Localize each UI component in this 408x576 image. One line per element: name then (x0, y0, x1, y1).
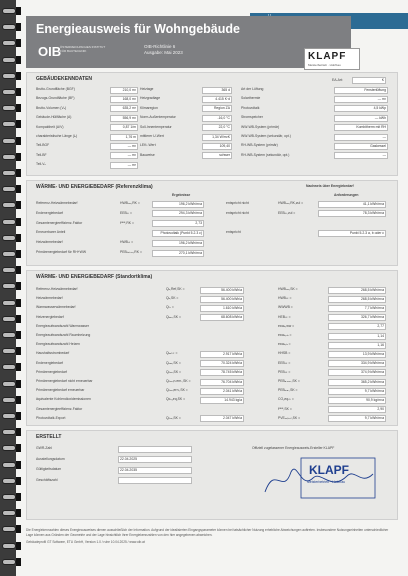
header-bar (26, 16, 351, 68)
kenndaten-col3-value: Fensterlüftung (334, 87, 388, 94)
standort-label: Heizwärmebedarf (36, 296, 63, 301)
erstellt-value: 22.04.2025 (118, 456, 192, 463)
kenndaten-col1-label: Brutto-Volumen (Vₑ) (36, 105, 67, 110)
standort-value: 78.745 kWh/a (200, 369, 244, 376)
binding-hole (16, 299, 21, 307)
binding-hole (16, 282, 21, 290)
stamp-company: KLAPF (309, 463, 349, 477)
standort-symbol-2: WWWB = (278, 305, 293, 310)
standort-symbol: Qₚₑₑ,n.ern.,SK = (166, 379, 191, 383)
kenndaten-col3-value: — m² (334, 96, 388, 103)
binding-ring (2, 138, 16, 144)
standort-value-2: 365,2 kWh/m²a (328, 379, 386, 386)
standort-value-2: 9,7 kWh/m²a (328, 415, 386, 422)
kenndaten-col2-value: Region ZA (202, 105, 232, 112)
binding-ring (2, 543, 16, 549)
standort-value: 14.943 kg/a (200, 397, 244, 404)
erstellt-value (118, 446, 192, 453)
referenz-proof-head: Nachweis über Energiebedarf (306, 184, 354, 188)
oib-logo-subtitle: ÖSTERREICHISCHES INSTITUT FÜR BAUTECHNIK (60, 45, 106, 53)
binding-hole (16, 380, 21, 388)
kenndaten-col3-value: Gaskessel (334, 143, 388, 150)
binding-ring (2, 494, 16, 500)
standort-label: Primärenergiebedarf erneuerbar (36, 388, 85, 393)
standort-label: äquivalente Kohlendioxidemissionen (36, 397, 91, 402)
kenndaten-col3-label: RH-WB-System (primär) (241, 143, 278, 148)
standort-value: 1.610 kWh/a (200, 305, 244, 312)
referenz-value: 196,2 kWh/m²a (152, 201, 204, 208)
standort-value: 2.047 kWh/a (200, 415, 244, 422)
standort-symbol-2: eᴀᴡₕ,ₕ = (278, 342, 291, 347)
binding-hole (16, 493, 21, 501)
kenndaten-col3-label: Photovoltaik (241, 105, 260, 110)
binding-hole (16, 153, 21, 161)
referenz-req-symbol: HWBᵣₑₒ,RK,zul = (278, 201, 304, 205)
standort-value-2: 334,9 kWh/m²a (328, 360, 386, 367)
binding-hole (16, 250, 21, 258)
standort-value-2: 90,9 kg/m²a (328, 397, 386, 404)
kenndaten-col2-value: schwer (202, 152, 232, 159)
erstellt-value: 22.04.2035 (118, 467, 192, 474)
binding-ring (2, 429, 16, 435)
referenz-label: Gesamtenergieeffizienz-Faktor (36, 220, 83, 225)
binding-ring (2, 364, 16, 370)
kenndaten-col2-value: -16,0 °C (202, 115, 232, 122)
referenz-results-head: Ergebnisse (172, 193, 191, 197)
standort-symbol-2: HEBₛₖ = (278, 314, 291, 319)
kenndaten-col2-label: mittlerer U-Wert (140, 134, 164, 138)
binding-ring (2, 332, 16, 338)
binding-hole (16, 347, 21, 355)
binding-ring (2, 445, 16, 451)
kenndaten-col1-label: Teil-BF (36, 152, 47, 157)
kenndaten-col2-label: Norm-Außentemperatur (140, 115, 176, 120)
kenndaten-col3-label: WW-WB-System (primär) (241, 124, 280, 129)
referenz-symbol: fᴳᴱᴱ,RK = (120, 220, 134, 225)
kenndaten-col3-label: RH-WB-System (sekundär, opt.) (241, 152, 290, 157)
standort-symbol-2: PEBₑᵣₙ.,SK = (278, 388, 298, 393)
standort-value-2: 374,9 kWh/m²a (328, 369, 386, 376)
referenz-label: Erneuerbarer Anteil (36, 230, 66, 235)
standort-label: Haushaltsstrombedarf (36, 351, 70, 356)
standort-value: 68.608 kWh/a (200, 314, 244, 321)
binding-hole (16, 234, 21, 242)
referenz-verdict: entspricht nicht (226, 201, 249, 205)
binding-ring (2, 154, 16, 160)
kenndaten-col1-label: Teil-Vₑ (36, 162, 46, 167)
binding-hole (16, 525, 21, 533)
binding-ring (2, 24, 16, 30)
standort-value-2: 7,7 kWh/m²a (328, 305, 386, 312)
standort-value: 2.917 kWh/a (200, 351, 244, 358)
kenndaten-col2-value: 365 d (202, 87, 232, 94)
binding-hole (16, 477, 21, 485)
binding-ring (2, 73, 16, 79)
binding-ring (2, 526, 16, 532)
binding-ring (2, 397, 16, 403)
referenz-symbol: HWBᵣₖ = (120, 240, 134, 245)
standort-symbol-2: PVEₑₓₚₒᵣₜ,SK = (278, 415, 301, 420)
binding-hole (16, 266, 21, 274)
binding-ring (2, 40, 16, 46)
document-page (16, 0, 408, 576)
kenndaten-col3-value: 4,5 kWp (334, 105, 388, 112)
binding-hole (16, 72, 21, 80)
kenndaten-col1-value: — m² (110, 143, 138, 150)
standort-label: Energieaufwandszahl Heizen (36, 342, 80, 347)
standort-label: Photovoltaik-Export (36, 415, 66, 420)
binding-ring (2, 316, 16, 322)
kenndaten-col1-label: Bezugs-Grundfläche (BF) (36, 96, 75, 101)
binding-hole (16, 104, 21, 112)
document-title: Energieausweis für Wohngebäude (36, 22, 240, 36)
standort-value: 56.400 kWh/a (200, 287, 244, 294)
kenndaten-col1-value: — m³ (110, 162, 138, 169)
binding-hole (16, 23, 21, 31)
standort-value-2: 268,5 kWh/m²a (328, 287, 386, 294)
binding-ring (2, 170, 16, 176)
binding-ring (2, 300, 16, 306)
standort-symbol-2: fᴳᴱᴱ,SK = (278, 406, 292, 411)
binding-ring (2, 219, 16, 225)
standort-value-2: 326,7 kWh/m²a (328, 314, 386, 321)
binding-hole (16, 428, 21, 436)
kenndaten-col2-value: 22,0 °C (202, 124, 232, 131)
erstellt-label: GWR-Zahl (36, 446, 53, 450)
binding-hole (16, 444, 21, 452)
binding-ring (2, 235, 16, 241)
standort-symbol-2: EEBₛₖ = (278, 360, 291, 365)
standort-label: Primärenergiebedarf nicht erneuerbar (36, 379, 93, 383)
kenndaten-col1-value: — m² (110, 152, 138, 159)
kenndaten-col1-label: Teil-BGF (36, 143, 50, 148)
kenndaten-col1-label: Brutto-Grundfläche (BGF) (36, 87, 75, 91)
referenz-label: Heizwärmebedarf (36, 240, 63, 245)
standort-symbol: Qₕ,Ref,SK = (166, 287, 185, 291)
standort-symbol: Qₕₑₒ,SK = (166, 314, 181, 319)
kenndaten-col2-label: Soll-Innentemperatur (140, 124, 172, 129)
kenndaten-col1-label: Kompaktheit (A/V) (36, 124, 64, 129)
referenz-req-value: 41,1 kWh/m²a (318, 201, 386, 208)
standort-value: 2.041 kWh/a (200, 388, 244, 395)
binding-ring (2, 105, 16, 111)
kenndaten-col1-value: 168,0 m² (110, 96, 138, 103)
erstellt-label: Ausstellungsdatum (36, 456, 65, 461)
erstellt-right-value: Offiziell zugelassener Energieausweis-Ersteller KLAPF (252, 446, 335, 450)
binding-ring (2, 478, 16, 484)
binding-hole (16, 88, 21, 96)
binding-ring (2, 186, 16, 192)
standort-label: Endenergiebedarf (36, 360, 63, 365)
standort-title: WÄRME- UND ENERGIEBEDARF (Standortklima) (36, 274, 153, 280)
binding-ring (2, 413, 16, 419)
standort-symbol: Qₕ,SK = (166, 296, 179, 301)
referenz-req-value: Punkt 5.2.3 a, b oder c (318, 230, 386, 237)
standort-value-2: 13,9 kWh/m²a (328, 351, 386, 358)
referenz-title: WÄRME- UND ENERGIEBEDARF (Referenzklima) (36, 184, 153, 190)
standort-symbol-2: CO₂eqₛₖ = (278, 397, 294, 402)
standort-value: 70.324 kWh/a (200, 360, 244, 367)
standort-label: Gesamtenergieeffizienz-Faktor (36, 406, 83, 411)
standort-symbol: Qₜᵤ = (166, 305, 174, 310)
binding-hole (16, 331, 21, 339)
standort-symbol-2: HWBₛₖ = (278, 296, 292, 301)
signature-stamp (261, 456, 381, 502)
footer-disclaimer: Die Energiekennzahlen dieses Energieausweises dienen ausschließlich der Information. Aufgrund der idealisierten Eingangsparameter können bei tatsächlicher Nutzung erhebliche Abweichungen auftreten. Insbesondere Nutzungseinheiten unterschiedlicher Lage können aus Gründen der Geometrie und der Lage hinsichtlich ihrer Energiekennzahlen von den hier angegebenen abweichen. GebäudeprofiI GT Software, ETU GmbH, Version 1.0 / ruhe 10.04.2025 / www.oib.at (26, 528, 396, 545)
standort-symbol: Qₚᵥₑ,SK = (166, 415, 181, 420)
guideline-reference: OIB-Richtlinie 6 Ausgabe: Mai 2023 (144, 44, 183, 55)
binding-ring (2, 57, 16, 63)
kenndaten-col2-value: 4.415 K·d (202, 96, 232, 103)
binding-ring (2, 283, 16, 289)
binding-hole (16, 201, 21, 209)
kenndaten-col3-value: Kombitherm mit RH (334, 124, 388, 131)
referenz-requirements-head: Anforderungen (334, 193, 359, 197)
referenz-verdict: entspricht nicht (226, 210, 249, 215)
ea-art-value: K (352, 77, 386, 84)
binding-hole (16, 56, 21, 64)
standort-symbol-2: PEBₙ.ₑᵣₙ.,SK = (278, 379, 300, 383)
kenndaten-col1-label: charakteristische Länge (lₑ) (36, 134, 78, 138)
kenndaten-col2-label: Klimaregion (140, 105, 158, 110)
footer-software: GebäudeprofiI GT Software, ETU GmbH, Version 1.0 / ruhe 10.04.2025 / www.oib.at (26, 540, 145, 544)
binding-ring (2, 348, 16, 354)
kenndaten-col1-value: 1,76 m (110, 134, 138, 141)
binding-hole (16, 461, 21, 469)
standort-label: Energieaufwandszahl Warmwasser (36, 323, 90, 328)
kenndaten-title: GEBÄUDEKENNDATEN (36, 76, 93, 82)
standort-symbol-2: HWBᵣₑₒ,SK = (278, 287, 298, 291)
binding-hole (16, 558, 21, 566)
binding-hole (16, 363, 21, 371)
referenz-req-symbol: EEBᵣₖ,zul = (278, 210, 296, 215)
kenndaten-col2-label: Bauweise (140, 152, 155, 157)
standort-label: Referenz-Heizwärmebedarf (36, 287, 78, 291)
kenndaten-col2-label: Heiztage (140, 87, 154, 91)
standort-symbol: Qₚₑₑ,ern.,SK = (166, 388, 188, 393)
referenz-symbol: EEBᵣₖ = (120, 210, 132, 215)
binding-hole (16, 412, 21, 420)
standort-value: 56.400 kWh/a (200, 296, 244, 303)
standort-label: Heizenergiebedarf (36, 314, 64, 319)
binding-hole (16, 185, 21, 193)
referenz-symbol: PEBᵣₕ₊ᵤᵤ,RK = (120, 250, 142, 254)
erstellt-value (118, 477, 192, 484)
kenndaten-col2-label: Heizgradtage (140, 96, 161, 101)
standort-value-2: 1,16 (328, 342, 386, 349)
binding-hole (16, 137, 21, 145)
binding-hole (16, 315, 21, 323)
binding-ring (2, 559, 16, 565)
binding-hole (16, 120, 21, 128)
binding-ring (2, 8, 16, 14)
referenz-label: Primärenergiebedarf für RH+WW (36, 250, 87, 254)
referenz-symbol: HWBᵣₑₒ,RK = (120, 201, 140, 205)
kenndaten-col1-label: Gebäude-Hüllfläche (A) (36, 115, 72, 120)
binding-ring (2, 510, 16, 516)
binding-hole (16, 396, 21, 404)
standort-symbol: Qᴄₒ₂eq,SK = (166, 397, 186, 402)
referenz-value: 196,2 kWh/m²a (152, 240, 204, 247)
binding-hole (16, 542, 21, 550)
erstellt-title: ERSTELLT (36, 434, 62, 440)
binding-ring (2, 251, 16, 257)
kenndaten-col1-value: 210,0 m² (110, 87, 138, 94)
referenz-value: 270,1 kWh/m²a (152, 250, 204, 257)
kenndaten-col3-value: — (334, 134, 388, 141)
binding-ring (2, 381, 16, 387)
kenndaten-col2-label: LEKₜ-Wert (140, 143, 156, 148)
referenz-req-value: 78,3 kWh/m²a (318, 210, 386, 217)
referenz-value: 2,73 (152, 220, 204, 227)
standort-label: Energieaufwandszahl Raumheizung (36, 333, 91, 337)
standort-value-2: 9,7 kWh/m²a (328, 388, 386, 395)
kenndaten-col1-value: 635,2 m³ (110, 105, 138, 112)
standort-label: Warmwasserwärmebedarf (36, 305, 76, 310)
kenndaten-col3-label: Art der Lüftung (241, 87, 264, 91)
referenz-value: 294,3 kWh/m²a (152, 210, 204, 217)
standort-value: 76.704 kWh/a (200, 379, 244, 386)
company-logo: KLAPF Meisterbetrieb · Holzbau (304, 48, 360, 70)
binding-hole (16, 7, 21, 15)
standort-symbol: Qₑₑₑ,SK = (166, 360, 181, 365)
erstellt-label: Gültigkeitsdatum (36, 467, 62, 471)
kenndaten-col3-value: — kWh (334, 115, 388, 122)
referenz-label: Endenergiebedarf (36, 210, 63, 215)
erstellt-label: Geschäftszahl (36, 477, 58, 482)
kenndaten-col3-label: WW-WB-System (sekundär, opt.) (241, 134, 291, 138)
binding-hole (16, 509, 21, 517)
referenz-verdict: entspricht (226, 230, 241, 235)
kenndaten-col3-value: — (334, 152, 388, 159)
standort-value-2: 1,14 (328, 333, 386, 340)
kenndaten-col1-value: 0,87 1/m (110, 124, 138, 131)
standort-symbol: Qₕₑₜₛₜ = (166, 351, 178, 356)
binding-ring (2, 462, 16, 468)
referenz-label: Referenz-Heizwärmebedarf (36, 201, 78, 205)
standort-value-2: 268,5 kWh/m²a (328, 296, 386, 303)
binding-ring (2, 121, 16, 127)
binding-hole (16, 169, 21, 177)
kenndaten-col2-value: 1,34 W/m²K (202, 134, 232, 141)
binding-hole (16, 218, 21, 226)
binding-ring (2, 267, 16, 273)
standort-value-2: 2,77 (328, 323, 386, 330)
kenndaten-col2-value: 109,40 (202, 143, 232, 150)
kenndaten-col3-label: Solarthermie (241, 96, 261, 101)
standort-value-2: 2,90 (328, 406, 386, 413)
binding-ring (2, 202, 16, 208)
stamp-subtitle: Meisterbetrieb · Holzbau (307, 480, 346, 484)
referenz-value: Photovoltaik (Punkt 5.2.3 c) (152, 230, 204, 237)
ea-art-label: EA-Art: (332, 78, 343, 82)
kenndaten-col3-label: Stromspeicher (241, 115, 263, 120)
standort-symbol-2: eᴀᴡₕ,ᵣₕ = (278, 333, 292, 337)
standort-symbol-2: PEBₛₖ = (278, 369, 291, 374)
standort-symbol-2: HHSB = (278, 351, 291, 356)
binding-hole (16, 39, 21, 47)
kenndaten-col1-value: 556,9 m² (110, 115, 138, 122)
oib-logo: OIB (38, 44, 62, 59)
standort-symbol: Qₚₑₑ,SK = (166, 369, 181, 374)
binding-ring (2, 89, 16, 95)
standort-symbol-2: eᴀᴡₕ,ᴡᴡ = (278, 323, 295, 328)
standort-label: Primärenergiebedarf (36, 369, 67, 374)
